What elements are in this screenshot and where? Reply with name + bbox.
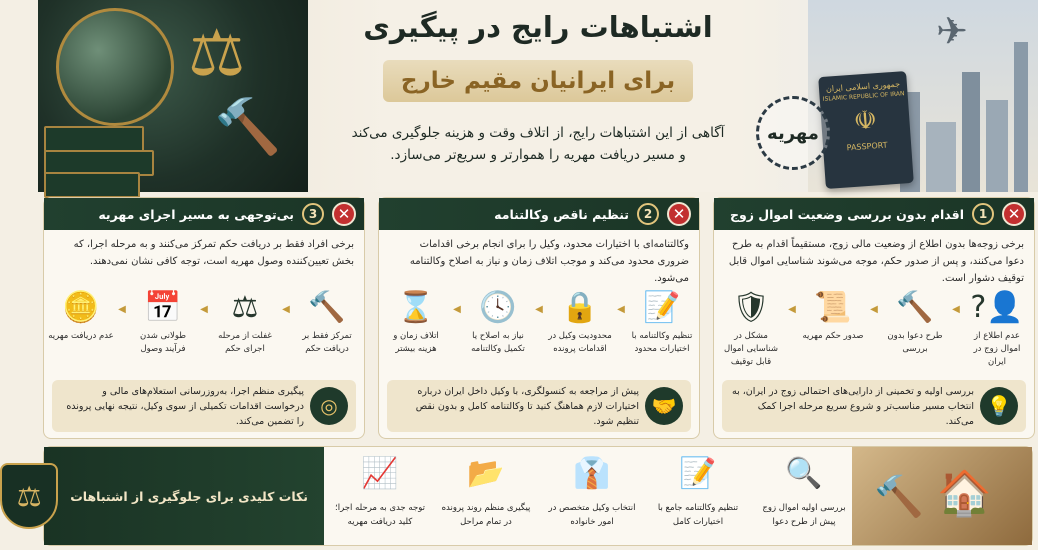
card-number: 1 <box>972 203 994 225</box>
passport-illustration <box>818 71 914 189</box>
person-lock-icon: 🔒 <box>561 290 599 325</box>
step-label: نیاز به اصلاح یا تکمیل وکالتنامه <box>471 331 525 354</box>
scales-icon: ⚖ <box>231 290 259 325</box>
globe-icon <box>56 8 174 126</box>
house-search-icon: 🔍 <box>785 456 823 491</box>
step-label: محدودیت وکیل در اقدامات پرونده <box>548 331 612 354</box>
document-seal-icon: 📜 <box>814 290 852 325</box>
card-tip <box>387 380 691 432</box>
arrow-icon: ◀ <box>200 304 208 315</box>
arrow-icon: ◀ <box>118 304 126 315</box>
gavel-icon: 🔨 <box>308 290 346 325</box>
key-tip-label: انتخاب وکیل متخصص در امور خانواده <box>548 503 636 527</box>
hero-banner <box>38 0 1038 192</box>
key-tip-item <box>650 453 746 541</box>
chart-up-icon: 📈 <box>361 456 399 491</box>
step-label: عدم اطلاع از اموال زوج در ایران <box>973 331 1021 367</box>
arrow-icon: ◀ <box>952 304 960 315</box>
step-label: طرح دعوا بدون بررسی <box>887 331 943 354</box>
arrow-icon: ◀ <box>788 304 796 315</box>
key-tip-item <box>756 453 852 541</box>
key-tips-title: نکات کلیدی برای جلوگیری از اشتباهات <box>70 488 308 504</box>
folder-icon: 📂 <box>467 456 505 491</box>
step-item <box>212 288 278 356</box>
key-tip-item <box>332 453 428 541</box>
step-label: طولانی شدن فرآیند وصول <box>140 331 186 354</box>
document-pen-icon: 📝 <box>643 290 681 325</box>
house-icon: 🏠 <box>937 468 992 519</box>
card-number: 3 <box>302 203 324 225</box>
card-number: 2 <box>637 203 659 225</box>
card-steps <box>48 288 360 356</box>
passport-label: PASSPORT <box>846 140 888 153</box>
x-mark-icon: ✕ <box>332 202 356 226</box>
lawyer-icon: 👔 <box>573 456 611 491</box>
step-item <box>964 288 1030 369</box>
step-label: تمرکز فقط بر دریافت حکم <box>302 331 352 354</box>
step-item <box>294 288 360 356</box>
card-description: برخی زوجه‌ها بدون اطلاع از وضعیت مالی زوج، مستقیماً اقدام به طرح دعوا می‌کنند، و پس از صدور حکم، موجه می‌شوند شناسایی اموال قابل توقیف دشوار است. <box>728 239 1024 284</box>
card-steps <box>718 288 1030 369</box>
document-pen-icon: 📝 <box>679 456 717 491</box>
calendar-icon: 📅 <box>144 290 182 325</box>
card-title: بی‌توجهی به مسیر اجرای مهریه <box>98 206 294 222</box>
key-tip-label: توجه جدی به مرحله اجرا؛ کلید دریافت مهریه <box>335 503 425 527</box>
mistake-card <box>378 197 700 439</box>
key-tip-label: پیگیری منظم روند پرونده در تمام مراحل <box>441 503 531 527</box>
step-item <box>465 288 531 356</box>
card-header <box>379 198 699 230</box>
step-label: تنظیم وکالتنامه با اختیارات محدود <box>631 331 693 354</box>
page-title: اشتباهات رایج در پیگیری <box>363 10 713 44</box>
lightbulb-icon: 💡 <box>980 387 1018 425</box>
card-description: برخی افراد فقط بر دریافت حکم تمرکز می‌کنند و به مرحله اجرا، که بخش تعیین‌کننده وصول مهریه است، توجه کافی نشان نمی‌دهند. <box>73 239 354 267</box>
clock-icon: 🕓 <box>479 290 517 325</box>
coins-x-icon: 🪙 <box>62 290 100 325</box>
mistake-card <box>713 197 1035 439</box>
step-item <box>800 288 866 343</box>
tip-text: بررسی اولیه و تخمینی از دارایی‌های احتمالی زوج در ایران، به انتخاب مسیر مناسب‌تر و شروع سریع مرحله اجرا کمک می‌کند. <box>731 385 974 427</box>
book-icon <box>44 172 140 198</box>
house-gavel-illustration <box>852 447 1032 545</box>
mistake-card <box>43 197 365 439</box>
step-item <box>629 288 695 356</box>
passport-country-en: ISLAMIC REPUBLIC OF IRAN <box>822 90 905 103</box>
book-icon <box>44 126 144 152</box>
iran-emblem-icon: ☫ <box>852 105 879 137</box>
arrow-icon: ◀ <box>535 304 543 315</box>
step-item <box>383 288 449 356</box>
person-question-icon: 👤? <box>970 290 1024 325</box>
arrow-icon: ◀ <box>453 304 461 315</box>
key-tip-label: تنظیم وکالتنامه جامع با اختیارات کامل <box>657 503 739 527</box>
card-header <box>44 198 364 230</box>
step-label: عدم دریافت مهریه <box>48 331 114 341</box>
key-tips-list <box>332 453 852 541</box>
gavel-icon: 🔨 <box>896 290 934 325</box>
arrow-icon: ◀ <box>870 304 878 315</box>
arrow-icon: ◀ <box>617 304 625 315</box>
handshake-icon: 🤝 <box>645 387 683 425</box>
tip-text: پیش از مراجعه به کنسولگری، با وکیل داخل ایران درباره اختیارات لازم هماهنگ کنید تا وکالتنامه کامل و بدون نقص تنظیم شود. <box>415 385 639 427</box>
step-item <box>48 288 114 343</box>
intro-line: و مسیر دریافت مهریه را هموارتر و سریع‌تر می‌سازد. <box>390 147 686 163</box>
card-steps <box>383 288 695 356</box>
law-library-illustration <box>38 0 308 192</box>
gavel-icon: 🔨 <box>214 95 282 158</box>
arrow-icon: ◀ <box>282 304 290 315</box>
intro-text <box>338 122 738 166</box>
step-item <box>718 288 784 369</box>
gavel-icon: 🔨 <box>874 474 924 520</box>
tip-text: پیگیری منظم اجرا، به‌روزرسانی استعلام‌های مالی و درخواست اقدامات تکمیلی از سوی وکیل، نتیجه نهایی پرونده را تضمین می‌کند. <box>66 385 304 427</box>
key-tips-title-panel <box>16 447 324 545</box>
mahriyeh-stamp: مهریه <box>756 96 830 170</box>
airplane-icon: ✈ <box>936 9 968 53</box>
key-tip-item <box>544 453 640 541</box>
step-item <box>882 288 948 356</box>
card-title: تنظیم ناقص وکالتنامه <box>494 206 629 222</box>
card-tip <box>52 380 356 432</box>
step-label: غفلت از مرحله اجرای حکم <box>218 331 272 354</box>
key-tips-section <box>16 446 1033 546</box>
card-description: وکالتنامه‌ای با اختیارات محدود، وکیل را برای انجام برخی اقدامات ضروری محدود می‌کند و موجب اتلاف زمان و نیاز به اصلاح وکالتنامه می‌شود. <box>409 239 689 284</box>
hourglass-icon: ⌛ <box>397 290 435 325</box>
step-item <box>130 288 196 356</box>
intro-line: آگاهی از این اشتباهات رایج، از اتلاف وقت و هزینه جلوگیری می‌کند <box>351 125 725 141</box>
card-title: اقدام بدون بررسی وضعیت اموال زوج <box>729 206 964 222</box>
step-label: صدور حکم مهریه <box>802 331 864 341</box>
shield-scales-icon: ⚖ <box>0 463 58 529</box>
page-subtitle: برای ایرانیان مقیم خارج <box>383 60 693 102</box>
card-header <box>714 198 1034 230</box>
step-label: اتلاف زمان و هزینه بیشتر <box>393 331 439 354</box>
x-mark-icon: ✕ <box>667 202 691 226</box>
scales-of-justice-icon: ⚖ <box>188 17 246 91</box>
step-item <box>547 288 613 356</box>
passport-country-fa: جمهوری اسلامی ایران <box>825 79 901 94</box>
target-icon: ◎ <box>310 387 348 425</box>
card-tip <box>722 380 1026 432</box>
x-mark-icon: ✕ <box>1002 202 1026 226</box>
key-tip-item <box>438 453 534 541</box>
key-tip-label: بررسی اولیه اموال زوج پیش از طرح دعوا <box>762 503 846 527</box>
step-label: مشکل در شناسایی اموال قابل توقیف <box>724 331 778 367</box>
shield-x-icon: 🛡 <box>731 290 771 325</box>
